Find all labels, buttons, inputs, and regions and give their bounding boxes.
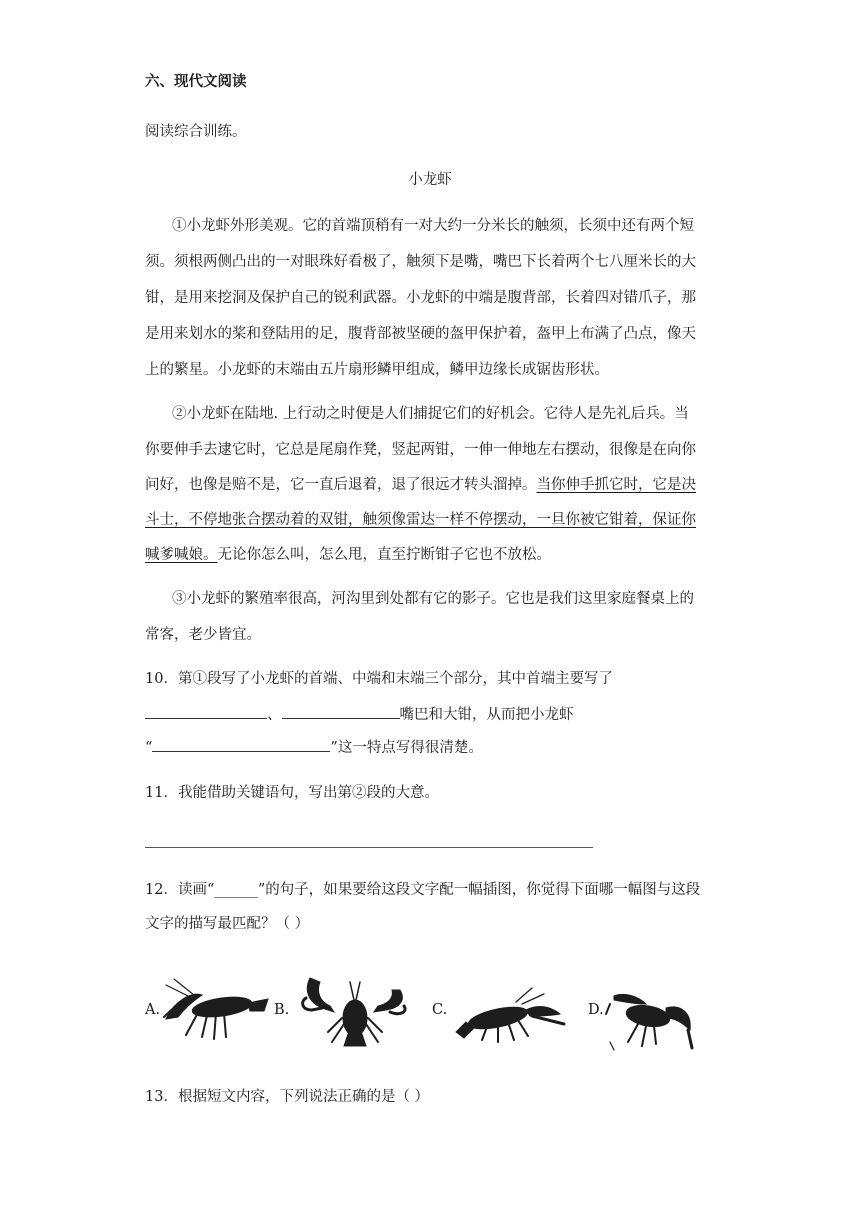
p2-line-3-underlined: 当你伸手抓它时，它是决 <box>536 477 696 493</box>
q13-text: 13．根据短文内容，下列说法正确的是（ ） <box>145 1089 430 1105</box>
q10-blank-3[interactable] <box>152 737 330 752</box>
q10-line-1: 10．第①段写了小龙虾的首端、中端和末端三个部分，其中首端主要写了 <box>145 671 613 687</box>
p2-line-5-underlined: 喊爹喊娘。 <box>145 547 218 563</box>
crayfish-d-image[interactable] <box>604 990 698 1052</box>
p2-line-5-plain: 无论你怎么叫，怎么甩，直至拧断钳子它也不放松。 <box>217 547 551 563</box>
crayfish-c-image[interactable] <box>452 984 570 1046</box>
q11-text: 11．我能借助关键语句，写出第②段的大意。 <box>145 785 439 801</box>
q12-line-1 <box>145 880 700 900</box>
section-heading: 六、现代文阅读 <box>145 74 247 90</box>
q12-line-1-a: 12．读画“ <box>145 882 215 898</box>
q10-line-3-tail: ”这一特点写得很清楚。 <box>330 740 483 756</box>
q10-separator: 、 <box>267 707 282 723</box>
option-b-label[interactable]: B. <box>274 1002 290 1018</box>
crayfish-b-image[interactable] <box>294 972 416 1050</box>
q10-blank-2[interactable] <box>282 704 400 719</box>
p1-line-5: 上的繁星。小龙虾的末端由五片扇形鳞甲组成，鳞甲边缘长成锯齿形状。 <box>145 362 609 378</box>
p1-line-4: 是用来划水的桨和登陆用的足，腹背部被坚硬的盔甲保护着，盔甲上布满了凸点，像天 <box>145 326 696 342</box>
option-a-label[interactable]: A. <box>145 1002 161 1018</box>
crayfish-a-image[interactable] <box>160 975 272 1045</box>
p3-line-1: ③小龙虾的繁殖率很高，河沟里到处都有它的影子。它也是我们这里家庭餐桌上的 <box>172 591 694 607</box>
p2-line-3-plain: 问好，也像是赔不是，它一直后退着，退了很远才转头溜掉。 <box>145 477 537 493</box>
p1-line-2: 须。须根两侧凸出的一对眼珠好看极了，触须下是嘴，嘴巴下长着两个七八厘米长的大 <box>145 254 696 270</box>
q11-answer-line[interactable] <box>145 847 593 848</box>
q10-open-quote: “ <box>145 740 153 756</box>
p3-line-2: 常客，老少皆宜。 <box>145 627 261 643</box>
p1-line-3: 钳，是用来挖洞及保护自己的锐利武器。小龙虾的中端是腹背部，长着四对错爪子，那 <box>145 290 696 306</box>
q10-line-2 <box>145 704 574 725</box>
q10-blank-1[interactable] <box>145 704 267 719</box>
option-c-label[interactable]: C. <box>432 1002 448 1018</box>
p2-line-1: ②小龙虾在陆地. 上行动之时便是人们捕捉它们的好机会。它待人是先礼后兵。当 <box>172 406 689 422</box>
q10-line-3 <box>145 737 483 758</box>
p2-line-4-underlined: 斗士，不停地张合摆动着的双钳，触须像雷达一样不停摆动，一旦你被它钳着，保证你 <box>145 512 696 528</box>
p2-line-5 <box>145 545 551 565</box>
p1-line-1: ①小龙虾外形美观。它的首端顶稍有一对大约一分米长的触须，长须中还有两个短 <box>172 218 694 234</box>
p2-line-2: 你要伸手去逮它时，它总是尾扇作凳，竖起两钳，一伸一伸地左右摆动，很像是在向你 <box>145 442 696 458</box>
q12-quote-blank: ______ <box>214 882 258 898</box>
option-d-label[interactable]: D. <box>588 1002 604 1018</box>
passage-title: 小龙虾 <box>408 172 452 188</box>
q12-line-1-b: ”的句子，如果要给这段文字配一幅插图，你觉得下面哪一幅图与这段 <box>257 882 701 898</box>
q12-line-2: 文字的描写最匹配？（ ） <box>145 916 310 932</box>
q10-line-2-tail: 嘴巴和大钳，从而把小龙虾 <box>399 707 574 723</box>
instruction-text: 阅读综合训练。 <box>145 124 247 140</box>
p2-line-3 <box>145 475 696 495</box>
